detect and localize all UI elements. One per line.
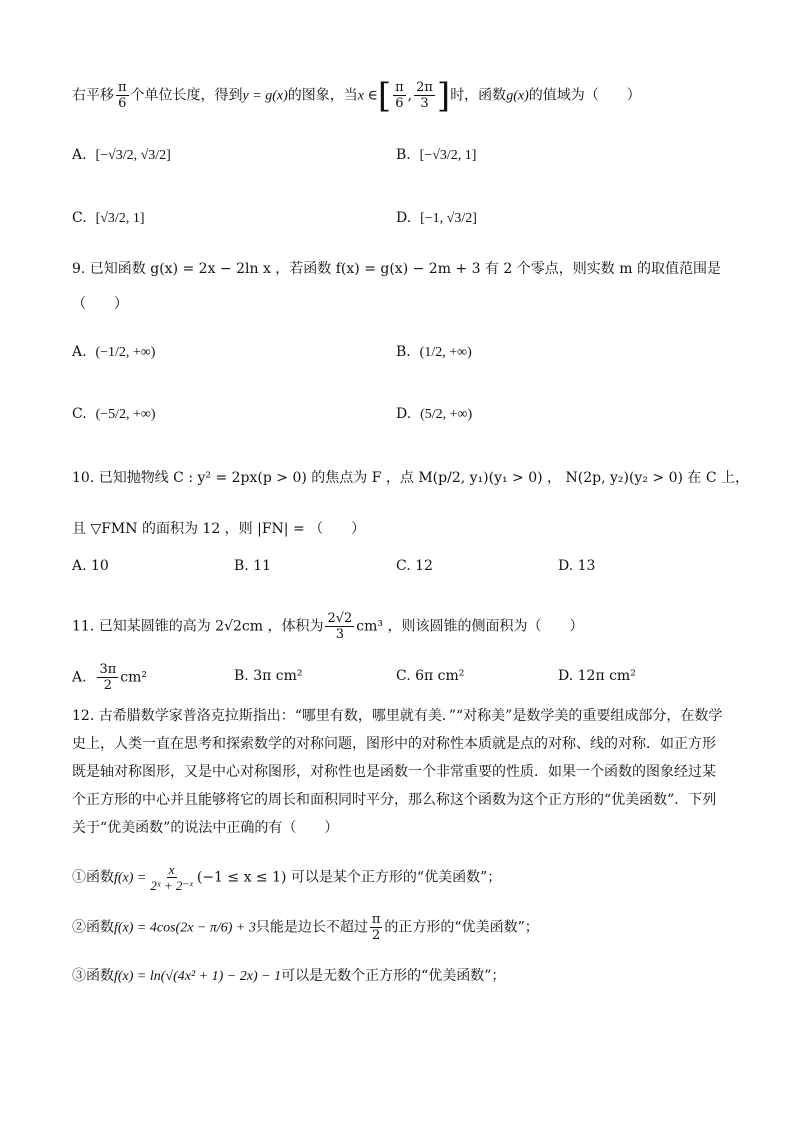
- q10-option-b[interactable]: B. 11: [234, 558, 272, 574]
- q9-option-b[interactable]: B. (1/2, +∞): [396, 344, 472, 360]
- q11-option-d[interactable]: D. 12π cm²: [558, 668, 636, 684]
- q11-option-a[interactable]: A. $\frac{3\pi}{2}$ cm²: [72, 662, 148, 693]
- q8-stem: 右平移 $\frac{\pi}{6}$ 个单位长度，得到y = g(x)的图象，当x ∈[ $\frac{\pi}{6}$ , $\frac{2\pi}{3}$ ]时，函数g(x)的值域为（ ）: [72, 75, 641, 116]
- q8-option-d[interactable]: D. [−1, √3/2]: [396, 210, 477, 226]
- q10-option-a[interactable]: A. 10: [72, 558, 109, 574]
- q10-stem-line1: 10. 已知抛物线 C : y² = 2px(p > 0) 的焦点为 F ，点 M(p/2, y₁)(y₁ > 0) ， N(2p, y₂)(y₂ > 0) 在 C 上，: [72, 470, 750, 486]
- q12-item-2[interactable]: ②函数f(x) = 4cos(2x − π/6) + 3只能是边长不超过 $\frac{\pi}{2}$ 的正方形的“优美函数”；: [72, 912, 539, 943]
- q11-option-b[interactable]: B. 3π cm²: [234, 668, 303, 684]
- q11-option-c[interactable]: C. 6π cm²: [396, 668, 465, 684]
- q8-option-c[interactable]: C. [√3/2, 1]: [72, 210, 145, 226]
- q9-option-d[interactable]: D. (5/2, +∞): [396, 406, 473, 422]
- q10-stem-line2: 且 ▽FMN 的面积为 12 ，则 |FN| = （ ）: [72, 521, 366, 537]
- q11-stem: 11. 已知某圆锥的高为 2√2cm ，体积为 $\frac{2√2}{3}$ cm³ ，则该圆锥的侧面积为（ ）: [72, 611, 584, 642]
- q8-option-a[interactable]: A. [−√3/2, √3/2]: [72, 147, 171, 163]
- q8-stem-pre: 右平移: [72, 87, 114, 104]
- q9-option-a[interactable]: A. (−1/2, +∞): [72, 344, 156, 360]
- q8-shift-frac: $\frac{\pi}{6}$: [118, 80, 127, 111]
- q10-option-c[interactable]: C. 12: [396, 558, 433, 574]
- q8-option-b[interactable]: B. [−√3/2, 1]: [396, 147, 477, 163]
- q12-paragraph: 12. 古希腊数学家普洛克拉斯指出：“哪里有数，哪里就有美．”“对称美”是数学美的重要组成部分，在数学史上，人类一直在思考和探索数学的对称问题，图形中的对称性本质就是点的对称、线的对称．如正方形既是轴对称图形，又是中心对称图形，对称性也是函数一个非常重要的性质．如果一个函数的图象经过某个正方形的中心并且能够将它的周长和面积同时平分，那么称这个函数为这个正方形的“优美函数”．下列关于“优美函数”的说法中正确的有（ ）: [72, 708, 723, 836]
- q10-option-d[interactable]: D. 13: [558, 558, 596, 574]
- q9-option-c[interactable]: C. (−5/2, +∞): [72, 406, 156, 422]
- q11-volume-frac: $\frac{2√2}{3}$: [327, 611, 353, 642]
- q12-item-1[interactable]: ①函数f(x) = $\frac{x}{\text{2ˣ + 2⁻ˣ}}$ (−1 ≤ x ≤ 1) 可以是某个正方形的“优美函数”；: [72, 862, 502, 893]
- q9-stem-line2: （ ）: [72, 296, 128, 312]
- q12-item-3[interactable]: ③函数f(x) = ln(√(4x² + 1) − 2x) − 1可以是无数个正方形的“优美函数”；: [72, 968, 506, 984]
- q9-stem-line1: 9. 已知函数 g(x) = 2x − 2ln x ，若函数 f(x) = g(x) − 2m + 3 有 2 个零点，则实数 m 的取值范围是: [72, 261, 721, 277]
